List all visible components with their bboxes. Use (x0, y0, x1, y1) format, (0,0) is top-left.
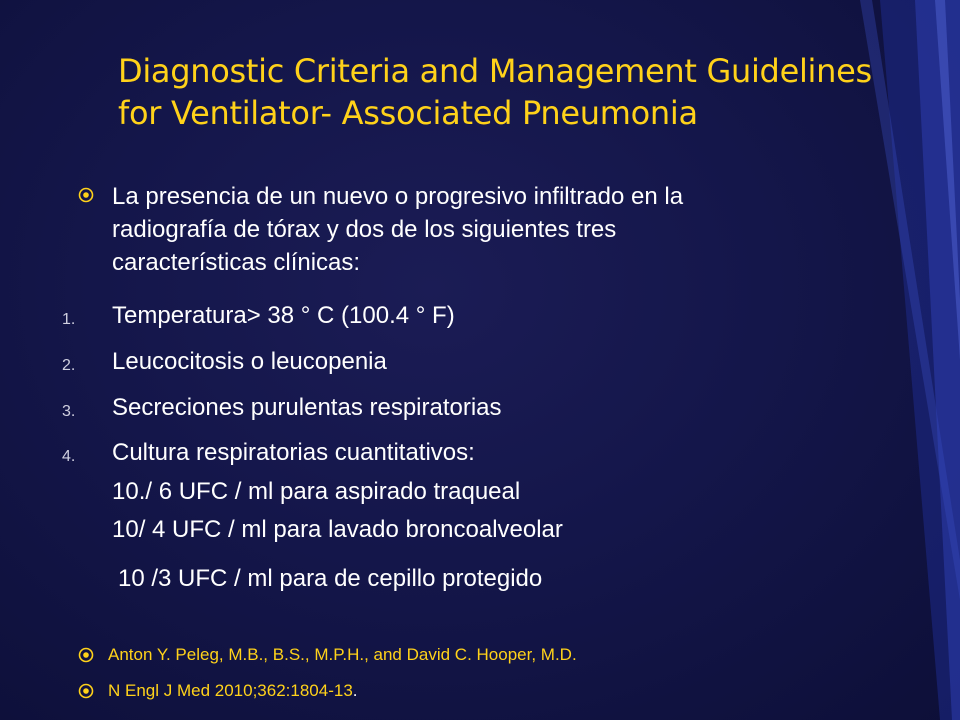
list-number: 3. (62, 403, 76, 420)
reference-journal-citation: N Engl J Med 2010;362:1804-13 (108, 681, 353, 700)
intro-line-1: La presencia de un nuevo o progresivo infiltrado en la (112, 183, 684, 210)
reference-journal-period: . (352, 681, 358, 700)
title-line-1: Diagnostic Criteria and Management Guidelines (118, 52, 872, 90)
list-item-1: Temperatura> 38 ° C (100.4 ° F) (112, 302, 455, 329)
list-number: 1. (62, 311, 76, 328)
title-line-2: for Ventilator- Associated Pneumonia (118, 94, 698, 132)
list-number: 2. (62, 357, 76, 374)
bullet-icon (78, 187, 94, 203)
culture-line-1: 10./ 6 UFC / ml para aspirado traqueal (112, 478, 521, 505)
list-number: 4. (62, 448, 76, 465)
intro-text (112, 180, 683, 279)
list-item-2: Leucocitosis o leucopenia (112, 348, 387, 375)
culture-line-2: 10/ 4 UFC / ml para lavado broncoalveolar (112, 516, 563, 543)
intro-line-2: radiografía de tórax y dos de los siguientes tres (112, 216, 617, 243)
list-item-4: Cultura respiratorias cuantitativos: (112, 439, 475, 466)
reference-journal (108, 681, 358, 701)
bullet-icon (78, 647, 94, 663)
list-item-3: Secreciones purulentas respiratorias (112, 394, 502, 421)
culture-line-3: 10 /3 UFC / ml para de cepillo protegido (118, 565, 543, 592)
bullet-icon (78, 683, 94, 699)
reference-authors: Anton Y. Peleg, M.B., B.S., M.P.H., and David C. Hooper, M.D. (108, 645, 577, 664)
slide-title (118, 50, 898, 134)
intro-line-3: características clínicas: (112, 249, 361, 276)
